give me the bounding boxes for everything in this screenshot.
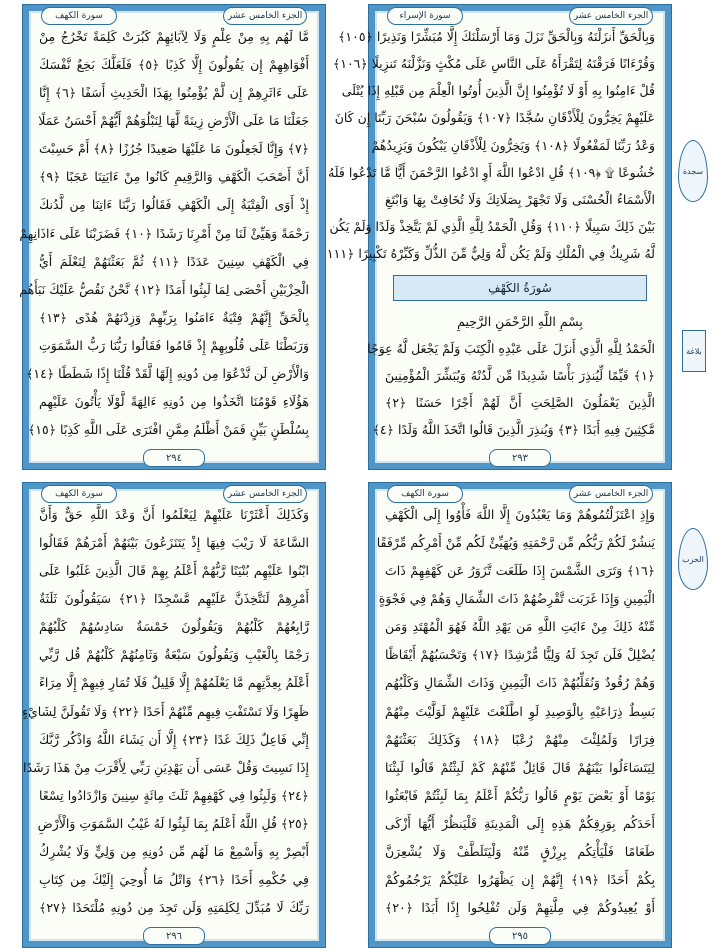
text-line: إِنِّي فَاعِلٌ ذَلِكَ غَدًا ﴿٢٣﴾ إِلَّا أَن يَشَاءَ اللَّهُ وَاذْكُر رَّبَّكَ — [39, 731, 309, 747]
text-line: بِكُمْ أَحَدًا ﴿١٩﴾ إِنَّهُمْ إِن يَظْهَرُوا عَلَيْكُمْ يَرْجُمُوكُمْ — [385, 872, 655, 888]
text-line: وَبِالْحَقِّ أَنزَلْنَهُ وَبِالْحَقِّ نَزَلَ وَمَا أَرْسَلْنَكَ إِلَّا مُبَشِّرًا وَنَذِيرًا ﴿١٠٥﴾ — [338, 29, 655, 44]
quran-page-294 — [19, 4, 326, 470]
hizb-margin-mark: الحزب — [678, 528, 708, 590]
basmala: بِسْمِ اللَّهِ الرَّحْمَنِ الرَّحِيمِ — [457, 313, 583, 329]
text-line: يَوْمًا أَوْ بَعْضَ يَوْمٍ قَالُوا رَبُّكُمْ أَعْلَمُ بِمَا لَبِثْتُمْ فَابْعَثُوا — [385, 787, 655, 803]
text-line: خُشُوعًا ۩ ﴿١٠٩﴾ قُلِ ادْعُوا اللَّهَ أَوِ ادْعُوا الرَّحْمَنَ أَيًّا مَّا تَدْعُوا فَلَهُ — [328, 164, 655, 180]
page-frame — [375, 489, 665, 941]
text-line: إِذْ أَوَى الْفِتْيَةُ إِلَى الْكَهْفِ فَقَالُوا رَبَّنَا ءَاتِنَا مِن لَّدُنكَ — [39, 197, 309, 213]
surah-header: سورة الكهف — [41, 7, 117, 25]
text-line: رَبِّكَ لَا مُبَدِّلَ لِكَلِمَتِهِ وَلَن تَجِدَ مِن دُونِهِ مُلْتَحَدًا ﴿٢٧﴾ — [39, 900, 309, 916]
text-line: مِّنْهُ ذَلِكَ مِنْ ءَايَتِ اللَّهِ مَن يَهْدِ اللَّهُ فَهُوَ الْمُهْتَدِ وَمَن — [385, 619, 655, 635]
page-number: ٢٩٣ — [489, 449, 551, 467]
text-line: مَّكِثِينَ فِيهِ أَبَدًا ﴿٣﴾ وَيُنذِرَ الَّذِينَ قَالُوا اتَّخَذَ اللَّهُ وَلَدًا ﴿٤﴾ — [372, 422, 655, 438]
text-line: مَّا لَهُم بِهِ مِنْ عِلْمٍ وَلَا لِآبَائِهِمْ كَبُرَتْ كَلِمَةً تَخْرُجُ مِنْ — [39, 29, 309, 44]
text-line: الَّذِينَ يَعْمَلُونَ الصَّلِحَتِ أَنَّ لَهُمْ أَجْرًا حَسَنًا ﴿٢﴾ — [385, 394, 655, 410]
page-text — [19, 29, 309, 439]
text-line: رَجْمًا بِالْغَيْبِ وَيَقُولُونَ سَبْعَةٌ وَثَامِنُهُمْ كَلْبُهُمْ قُل رَّبِّي — [39, 647, 309, 663]
quran-page-296 — [22, 482, 326, 948]
text-line: وَعْدُ رَبِّنَا لَمَفْعُولًا ﴿١٠٨﴾ وَيَخِرُّونَ لِلْأَذْقَانِ يَبْكُونَ وَيَزِيدُهُمْ — [371, 137, 655, 153]
page-text — [376, 507, 656, 917]
text-line: الْأَسْمَاءُ الْحُسْنَى وَلَا تَجْهَرْ بِصَلَاتِكَ وَلَا تُخَافِتْ بِهَا وَابْتَغِ — [385, 191, 655, 207]
text-line: طَعَامًا فَلْيَأْتِكُم بِرِزْقٍ مِّنْهُ وَلْيَتَلَطَّفْ وَلَا يُشْعِرَنَّ — [385, 843, 655, 859]
text-line: بِسُلْطَنٍ بَيِّنٍ فَمَنْ أَظْلَمُ مِمَّنِ افْتَرَى عَلَى اللَّهِ كَذِبًا ﴿١٥﴾ — [27, 422, 309, 438]
text-line: وَهُمْ رُقُودٌ وَنُقَلِّبُهُمْ ذَاتَ الْيَمِينِ وَذَاتَ الشِّمَالِ وَكَلْبُهُم — [385, 675, 655, 691]
text-line: قُلْ ءَامِنُوا بِهِ أَوْ لَا تُؤْمِنُوا إِنَّ الَّذِينَ أُوتُوا الْعِلْمَ مِن قَبْلِهِ إِذَا يُتْلَى — [341, 83, 655, 99]
text-line: يُضْلِلْ فَلَن تَجِدَ لَهُ وَلِيًّا مُّرْشِدًا ﴿١٧﴾ وَتَحْسَبُهُمْ أَيْقَاظًا — [385, 647, 655, 663]
surah-header: سورة الكهف — [387, 485, 463, 503]
text-line: فِي حُكْمِهِ أَحَدًا ﴿٢٦﴾ وَاتْلُ مَا أُوحِيَ إِلَيْكَ مِن كِتَابِ — [39, 872, 309, 888]
text-line: ﴿١٦﴾ وَتَرَى الشَّمْسَ إِذَا طَلَعَت تَّزَوَرُ عَن كَهْفِهِمْ ذَاتَ — [385, 563, 655, 579]
page-text — [326, 29, 655, 439]
text-line: أَبْصِرْ بِهِ وَأَسْمِعْ مَا لَهُم مِّن دُونِهِ مِن وَلِيٍّ وَلَا يُشْرِكُ — [39, 843, 309, 859]
text-line: أَمْرِهِمْ لَنَتَّخِذَنَّ عَلَيْهِم مَّسْجِدًا ﴿٢١﴾ سَيَقُولُونَ ثَلَثَةٌ — [39, 591, 309, 607]
text-line: السَّاعَةَ لَا رَيْبَ فِيهَا إِذْ يَتَنَزَعُونَ بَيْنَهُمْ أَمْرَهُمْ فَقَالُوا — [39, 535, 309, 551]
page-number: ٢٩٥ — [489, 927, 551, 945]
page-number: ٢٩٦ — [143, 927, 205, 945]
text-line: وَإِذِ اعْتَزَلْتُمُوهُمْ وَمَا يَعْبُدُونَ إِلَّا اللَّهَ فَأْوُوا إِلَى الْكَهْفِ — [385, 507, 655, 522]
text-line: أَوْ يُعِيدُوكُمْ فِي مِلَّتِهِمْ وَلَن تُفْلِحُوا إِذًا أَبَدًا ﴿٢٠﴾ — [385, 900, 655, 916]
text-line: ابْنُوا عَلَيْهِم بُنْيَنًا رَّبُّهُمْ أَعْلَمُ بِهِمْ قَالَ الَّذِينَ غَلَبُوا عَلَى — [39, 563, 309, 579]
text-line: ﴿٧﴾ وَإِنَّا لَجَعِلُونَ مَا عَلَيْهَا صَعِيدًا جُرُزًا ﴿٨﴾ أَمْ حَسِبْتَ — [39, 141, 309, 157]
surah-title-banner: سُورَةُ الكَهْفِ — [393, 275, 647, 301]
text-line: وَقُرْءَانًا فَرَقْنَهُ لِتَقْرَأَهُ عَلَى النَّاسِ عَلَى مُكْثٍ وَنَزَّلْنَهُ تَنزِيلًا ﴿١٠٦﴾ — [332, 56, 655, 72]
text-line: الْيَمِينِ وَإِذَا غَرَبَت تَّقْرِضُهُمْ ذَاتَ الشِّمَالِ وَهُمْ فِي فَجْوَةٍ — [378, 591, 655, 607]
text-line: الْحِزْبَيْنِ أَحْصَى لِمَا لَبِثُوا أَمَدًا ﴿١٢﴾ نَّحْنُ نَقُصُّ عَلَيْكَ نَبَأَهُم — [19, 281, 309, 297]
juz-header: الجزء الخامس عشر — [569, 7, 653, 25]
page-text — [22, 507, 309, 917]
surah-header: سورة الكهف — [41, 485, 117, 503]
text-line: إِذَا نَسِيتَ وَقُلْ عَسَى أَن يَهْدِيَنِ رَبِّي لِأَقْرَبَ مِنْ هَذَا رَشَدًا — [23, 759, 309, 775]
text-line: جَعَلْنَا مَا عَلَى الْأَرْضِ زِينَةً لَّهَا لِنَبْلُوَهُمْ أَيُّهُمْ أَحْسَنُ عَمَلًا — [38, 113, 309, 129]
text-line: ﴿١﴾ قَيِّمًا لِّيُنذِرَ بَأْسًا شَدِيدًا مِّن لَّدُنْهُ وَيُبَشِّرَ الْمُؤْمِنِينَ — [385, 367, 655, 383]
text-line: أَفْوَاهِهِمْ إِن يَقُولُونَ إِلَّا كَذِبًا ﴿٥﴾ فَلَعَلَّكَ بَخِعٌ نَّفْسَكَ — [39, 57, 309, 73]
quran-page-293 — [326, 4, 672, 470]
text-line: بَيْنَ ذَلِكَ سَبِيلًا ﴿١١٠﴾ وَقُلِ الْحَمْدُ لِلَّهِ الَّذِي لَمْ يَتَّخِذْ وَلَدًا وَلَمْ يَكُن — [329, 218, 655, 234]
page-frame — [326, 11, 665, 464]
juz-header: الجزء الخامس عشر — [569, 485, 653, 503]
text-line: رَحْمَةً وَهَيِّئْ لَنَا مِنْ أَمْرِنَا رَشَدًا ﴿١٠﴾ فَضَرَبْنَا عَلَى ءَاذَانِهِمْ — [19, 225, 309, 241]
margin-note-mark: بلاغة — [682, 330, 706, 372]
quran-page-295 — [368, 482, 672, 948]
page-frame — [19, 11, 319, 464]
text-line: الْحَمْدُ لِلَّهِ الَّذِي أَنزَلَ عَلَى عَبْدِهِ الْكِتَبَ وَلَمْ يَجْعَل لَّهُ عِوَجًا — [367, 340, 655, 356]
text-line: بَسِطٌ ذِرَاعَيْهِ بِالْوَصِيدِ لَوِ اطَّلَعْتَ عَلَيْهِمْ لَوَلَّيْتَ مِنْهُمْ — [385, 703, 655, 719]
text-line: فِي الْكَهْفِ سِنِينَ عَدَدًا ﴿١١﴾ ثُمَّ بَعَثْنَهُمْ لِنَعْلَمَ أَيُّ — [39, 253, 309, 269]
text-line: أَحَدَكُم بِوَرِقِكُمْ هَذِهِ إِلَى الْمَدِينَةِ فَلْيَنظُرْ أَيُّهَا أَزْكَى — [385, 815, 655, 831]
text-line: أَعْلَمُ بِعِدَّتِهِم مَّا يَعْلَمُهُمْ إِلَّا قَلِيلٌ فَلَا تُمَارِ فِيهِمْ إِلَّا مِرَاءً — [39, 675, 309, 691]
page-frame — [22, 489, 319, 942]
text-line: أَنَّ أَصْحَبَ الْكَهْفِ وَالرَّقِيمِ كَانُوا مِنْ ءَايَتِنَا عَجَبًا ﴿٩﴾ — [39, 169, 309, 185]
text-line: عَلَى ءَاثَرِهِمْ إِن لَّمْ يُؤْمِنُوا بِهَذَا الْحَدِيثِ أَسَفًا ﴿٦﴾ إِنَّا — [39, 85, 309, 101]
sajda-margin-mark: سجدة — [678, 140, 708, 202]
juz-header: الجزء الخامس عشر — [223, 485, 307, 503]
text-line: فِرَارًا وَلَمُلِئْتَ مِنْهُمْ رُعْبًا ﴿١٨﴾ وَكَذَلِكَ بَعَثْنَهُمْ — [385, 731, 656, 747]
text-line: بِالْحَقِّ إِنَّهُمْ فِتْيَةٌ ءَامَنُوا بِرَبِّهِمْ وَزِدْنَهُمْ هُدًى ﴿١٣﴾ — [39, 309, 309, 325]
text-line: وَكَذَلِكَ أَعْثَرْنَا عَلَيْهِمْ لِيَعْلَمُوا أَنَّ وَعْدَ اللَّهِ حَقٌّ وَأَنَّ — [39, 507, 309, 522]
text-line: وَرَبَطْنَا عَلَى قُلُوبِهِمْ إِذْ قَامُوا فَقَالُوا رَبُّنَا رَبُّ السَّمَوَتِ — [39, 337, 309, 353]
text-line: وَالْأَرْضِ لَن نَّدْعُوَا مِن دُونِهِ إِلَهًا لَّقَدْ قُلْنَا إِذًا شَطَطًا ﴿١٤﴾ — [26, 365, 309, 381]
text-line: عَلَيْهِمْ يَخِرُّونَ لِلْأَذْقَانِ سُجَّدًا ﴿١٠٧﴾ وَيَقُولُونَ سُبْحَنَ رَبِّنَا إِن كَانَ — [334, 110, 655, 126]
page-number: ٢٩٤ — [143, 449, 205, 467]
text-line: ظَهِرًا وَلَا تَسْتَفْتِ فِيهِم مِّنْهُمْ أَحَدًا ﴿٢٢﴾ وَلَا تَقُولَنَّ لِشَايْءٍ — [22, 703, 309, 719]
text-line: لِيَتَسَاءَلُوا بَيْنَهُمْ قَالَ قَائِلٌ مِّنْهُمْ كَمْ لَبِثْتُمْ قَالُوا لَبِثْنَا — [385, 759, 655, 775]
text-line: يَنشُرْ لَكُمْ رَبُّكُم مِّن رَّحْمَتِهِ وَيُهَيِّئْ لَكُم مِّنْ أَمْرِكُم مِّرْفَقًا — [376, 535, 655, 551]
surah-header: سورة الإسراء — [387, 7, 463, 25]
juz-header: الجزء الخامس عشر — [223, 7, 307, 25]
text-line: ﴿٢٤﴾ وَلَبِثُوا فِي كَهْفِهِمْ ثَلَثَ مِائَةٍ سِنِينَ وَازْدَادُوا تِسْعًا — [39, 787, 309, 803]
text-line: هَؤُلَاءِ قَوْمُنَا اتَّخَذُوا مِن دُونِهِ ءَالِهَةً لَّوْلَا يَأْتُونَ عَلَيْهِم — [39, 394, 309, 410]
text-line: رَّابِعُهُمْ كَلْبُهُمْ وَيَقُولُونَ خَمْسَةٌ سَادِسُهُمْ كَلْبُهُمْ — [39, 619, 309, 635]
text-line: ﴿٢٥﴾ قُلِ اللَّهُ أَعْلَمُ بِمَا لَبِثُوا لَهُ غَيْبُ السَّمَوَتِ وَالْأَرْضِ — [37, 815, 309, 831]
text-line: لَّهُ شَرِيكٌ فِي الْمُلْكِ وَلَمْ يَكُن لَّهُ وَلِيٌّ مِّنَ الذُّلِّ وَكَبِّرْهُ تَكْبِيرًا ﴿١١١ — [326, 246, 655, 262]
